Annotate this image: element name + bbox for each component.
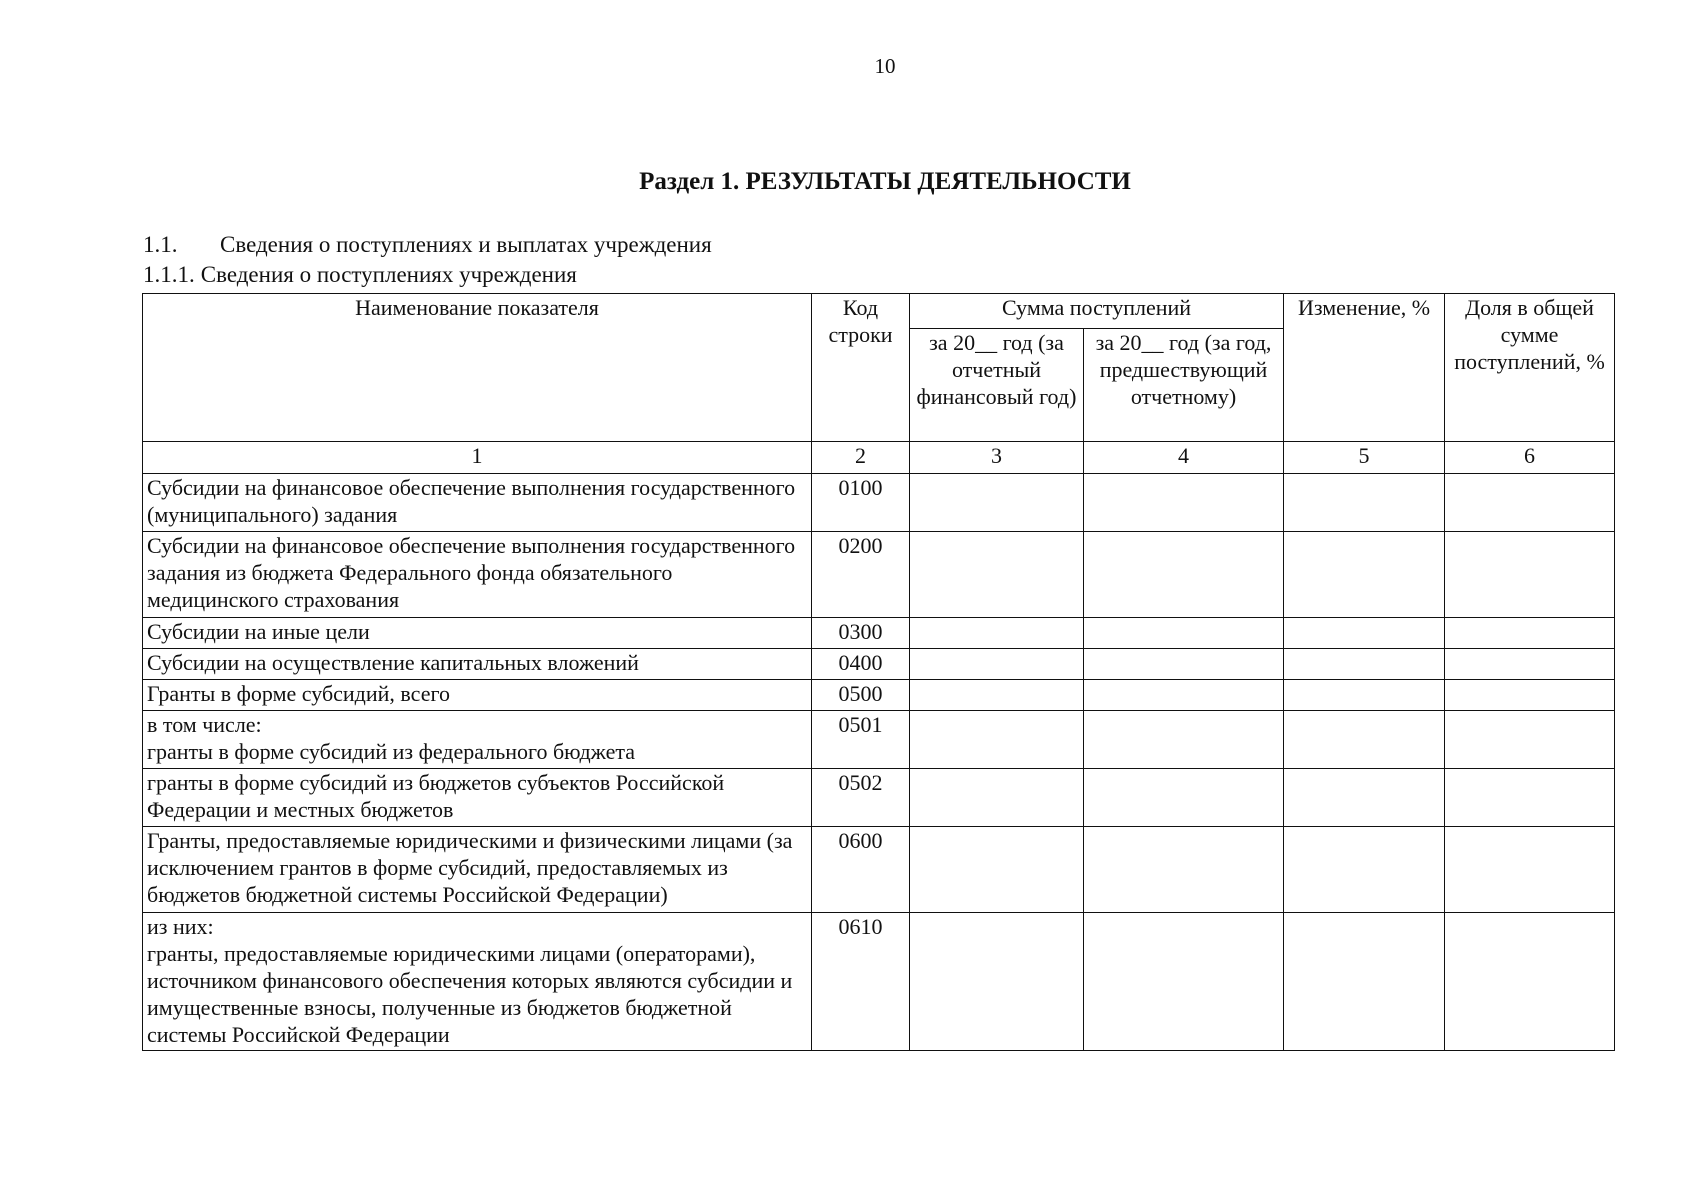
line-code-cell: 0502	[812, 769, 910, 827]
indicator-name-cell: Субсидии на осуществление капитальных вложений	[143, 649, 812, 680]
sum-previous-year-cell	[1084, 913, 1284, 1051]
change-percent-cell	[1284, 827, 1445, 913]
header-share-percent: Доля в общей сумме поступлений, %	[1445, 294, 1615, 442]
header-line-code: Код строки	[812, 294, 910, 442]
sum-previous-year-cell	[1084, 769, 1284, 827]
table-row	[143, 827, 1615, 913]
table-row	[143, 649, 1615, 680]
table-row	[143, 913, 1615, 1051]
line-code-cell: 0200	[812, 532, 910, 618]
line-code-cell: 0600	[812, 827, 910, 913]
table-row	[143, 711, 1615, 769]
sum-current-year-cell	[910, 913, 1084, 1051]
line-code-cell: 0500	[812, 680, 910, 711]
section-title: Раздел 1. РЕЗУЛЬТАТЫ ДЕЯТЕЛЬНОСТИ	[639, 168, 1131, 195]
share-percent-cell	[1445, 827, 1615, 913]
change-percent-cell	[1284, 649, 1445, 680]
line-code-cell: 0501	[812, 711, 910, 769]
indicator-name-cell: Субсидии на финансовое обеспечение выполнения государственного задания из бюджета Федерального фонда обязательного медицинского страхования	[143, 532, 812, 618]
share-percent-cell	[1445, 913, 1615, 1051]
sum-previous-year-cell	[1084, 827, 1284, 913]
table-row	[143, 474, 1615, 532]
indicator-name-cell: в том числе: гранты в форме субсидий из федерального бюджета	[143, 711, 812, 769]
column-number-row	[143, 442, 1615, 474]
share-percent-cell	[1445, 769, 1615, 827]
sum-previous-year-cell	[1084, 532, 1284, 618]
line-code-cell: 0610	[812, 913, 910, 1051]
share-percent-cell	[1445, 680, 1615, 711]
receipts-table	[142, 293, 1615, 1051]
subheading-number: 1.1.	[143, 232, 178, 257]
line-code-cell: 0100	[812, 474, 910, 532]
column-number: 4	[1084, 442, 1284, 474]
line-code-cell: 0300	[812, 618, 910, 649]
indicator-name-cell: Субсидии на финансовое обеспечение выполнения государственного (муниципального) задания	[143, 474, 812, 532]
change-percent-cell	[1284, 680, 1445, 711]
indicator-name-cell: Субсидии на иные цели	[143, 618, 812, 649]
table-row	[143, 680, 1615, 711]
subheading-text: Сведения о поступлениях учреждения	[200, 262, 577, 287]
line-code-cell: 0400	[812, 649, 910, 680]
sum-previous-year-cell	[1084, 680, 1284, 711]
column-number: 2	[812, 442, 910, 474]
change-percent-cell	[1284, 474, 1445, 532]
sum-current-year-cell	[910, 474, 1084, 532]
sum-previous-year-cell	[1084, 618, 1284, 649]
share-percent-cell	[1445, 618, 1615, 649]
indicator-name-cell: Гранты, предоставляемые юридическими и физическими лицами (за исключением грантов в форме субсидий, предоставляемых из бюджетов бюджетной системы Российской Федерации)	[143, 827, 812, 913]
share-percent-cell	[1445, 711, 1615, 769]
table-row	[143, 769, 1615, 827]
subheading-number: 1.1.1.	[143, 262, 195, 287]
share-percent-cell	[1445, 649, 1615, 680]
sum-current-year-cell	[910, 618, 1084, 649]
change-percent-cell	[1284, 618, 1445, 649]
column-number: 5	[1284, 442, 1445, 474]
sum-current-year-cell	[910, 711, 1084, 769]
subheading-1-1	[143, 232, 712, 258]
header-receipts-sum: Сумма поступлений	[910, 294, 1284, 329]
indicator-name-cell: Гранты в форме субсидий, всего	[143, 680, 812, 711]
change-percent-cell	[1284, 913, 1445, 1051]
page-number: 10	[874, 54, 896, 78]
sum-previous-year-cell	[1084, 711, 1284, 769]
sum-previous-year-cell	[1084, 649, 1284, 680]
change-percent-cell	[1284, 532, 1445, 618]
change-percent-cell	[1284, 769, 1445, 827]
sum-current-year-cell	[910, 532, 1084, 618]
sum-current-year-cell	[910, 827, 1084, 913]
change-percent-cell	[1284, 711, 1445, 769]
subheading-1-1-1	[143, 262, 577, 288]
indicator-name-cell: из них: гранты, предоставляемые юридическими лицами (операторами), источником финансового обеспечения которых являются субсидии и имущественные взносы, полученные из бюджетов бюджетной системы Российской Федерации	[143, 913, 812, 1051]
sum-current-year-cell	[910, 649, 1084, 680]
subheading-text: Сведения о поступлениях и выплатах учреждения	[220, 232, 712, 257]
header-sum-current-year: за 20__ год (за отчетный финансовый год)	[910, 329, 1084, 442]
column-number: 6	[1445, 442, 1615, 474]
share-percent-cell	[1445, 532, 1615, 618]
table-row	[143, 618, 1615, 649]
header-sum-previous-year: за 20__ год (за год, предшествующий отчетному)	[1084, 329, 1284, 442]
indicator-name-cell: гранты в форме субсидий из бюджетов субъектов Российской Федерации и местных бюджетов	[143, 769, 812, 827]
share-percent-cell	[1445, 474, 1615, 532]
header-indicator-name: Наименование показателя	[143, 294, 812, 442]
column-number: 1	[143, 442, 812, 474]
sum-previous-year-cell	[1084, 474, 1284, 532]
column-number: 3	[910, 442, 1084, 474]
table-row	[143, 532, 1615, 618]
sum-current-year-cell	[910, 769, 1084, 827]
sum-current-year-cell	[910, 680, 1084, 711]
header-change-percent: Изменение, %	[1284, 294, 1445, 442]
